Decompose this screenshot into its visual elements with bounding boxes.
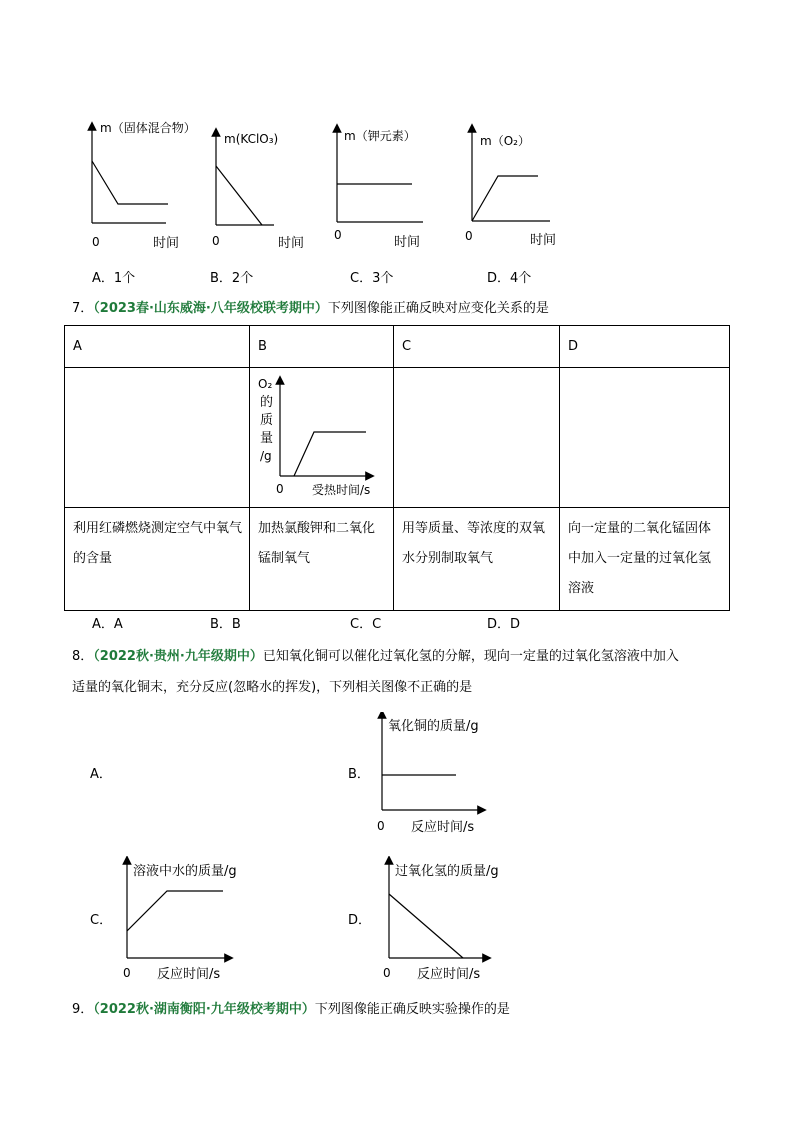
q6-option-a: A．1个 [92, 271, 136, 286]
q6-graphs [78, 118, 578, 253]
q7-b-ylabel-4: 量 [260, 431, 274, 446]
q8-source: （2022秋·贵州·九年级期中） [93, 649, 263, 664]
q8-graph-d-xlabel: 反应时间/s [417, 967, 481, 981]
q6-graph-1-ylabel: m（固体混合物） [100, 121, 196, 135]
q7-b-ylabel-5: /g [260, 449, 272, 463]
q8-option-a: A． [90, 767, 112, 782]
q6-graph-4-xlabel: 时间 [530, 233, 557, 248]
q6-graph-2-xlabel: 时间 [278, 236, 305, 251]
q7-table [64, 325, 730, 611]
q7-desc-d: 向一定量的二氧化锰固体中加入一定量的过氧化氢溶液 [560, 508, 730, 611]
q6-graph-1-origin: 0 [92, 235, 100, 249]
q7-header-a: A [65, 326, 250, 368]
q6-graph-1-line [92, 161, 168, 204]
q6-graph-4-origin: 0 [465, 229, 473, 243]
q6-graph-4-ylabel: m（O₂） [480, 134, 530, 148]
q6-graph-2 [212, 132, 304, 251]
q6-graph-3-ylabel: m（钾元素） [344, 129, 416, 143]
q8-graph-c [115, 856, 265, 981]
q8-graph-c-xlabel: 反应时间/s [157, 967, 221, 981]
q7-desc-c: 用等质量、等浓度的双氧水分别制取氧气 [394, 508, 560, 611]
q8-option-c: C． [90, 913, 113, 928]
q7-option-c: C．C [350, 617, 382, 632]
q8-stem-line-1 [72, 648, 679, 666]
q7-stem-text: 下列图像能正确反映对应变化关系的是 [327, 301, 549, 316]
q6-option-d: D．4个 [487, 271, 532, 286]
q9-stem [72, 1001, 510, 1019]
q7-header-d: D [560, 326, 730, 368]
q7-b-ylabel-2: 的 [260, 395, 274, 410]
q7-source: （2023春·山东威海·八年级校联考期中） [93, 301, 328, 316]
q8-graph-c-origin: 0 [123, 966, 131, 980]
q8-graph-b-origin: 0 [377, 819, 385, 833]
q8-graph-b-xlabel: 反应时间/s [411, 820, 475, 835]
q8-graph-d [377, 856, 527, 981]
q7-b-xlabel: 受热时间/s [312, 483, 371, 497]
q8-graph-d-origin: 0 [383, 966, 391, 980]
q7-b-origin: 0 [276, 482, 284, 496]
q6-graph-1 [92, 120, 196, 251]
q6-graph-2-origin: 0 [212, 234, 220, 248]
q7-header-b: B [250, 326, 394, 368]
q7-number: 7． [72, 301, 94, 316]
q6-graph-4-line [472, 176, 538, 221]
q6-graph-3 [334, 128, 423, 250]
q6-graph-2-line [216, 166, 262, 225]
q8-graph-d-line [389, 894, 463, 958]
q6-graph-3-xlabel: 时间 [394, 235, 421, 250]
q8-graph-b-ylabel: 氧化铜的质量/g [388, 719, 479, 734]
q7-b-line [294, 432, 366, 476]
q9-stem-text: 下列图像能正确反映实验操作的是 [314, 1002, 510, 1017]
q8-graph-c-line [127, 891, 223, 931]
q8-option-d: D． [348, 913, 372, 928]
q6-graph-4 [465, 128, 556, 248]
q7-option-a: A．A [92, 617, 123, 632]
q8-stem-text-1: 已知氧化铜可以催化过氧化氢的分解，现向一定量的过氧化氢溶液中加入 [262, 649, 679, 664]
q7-desc-b: 加热氯酸钾和二氧化锰制氧气 [250, 508, 394, 611]
q7-graph-cell-b [250, 368, 394, 508]
q7-b-graph [250, 368, 393, 503]
q8-stem-line-2: 适量的氧化铜末，充分反应(忽略水的挥发)，下列相关图像不正确的是 [72, 680, 473, 695]
q6-graph-2-ylabel: m(KClO₃) [224, 132, 279, 146]
q7-graph-cell-d [560, 368, 730, 508]
q7-desc-a: 利用红磷燃烧测定空气中氧气的含量 [65, 508, 250, 611]
q7-header-c: C [394, 326, 560, 368]
q6-graph-3-origin: 0 [334, 228, 342, 242]
q7-stem [72, 300, 549, 318]
q7-b-ylabel-3: 质 [260, 413, 274, 428]
q9-number: 9． [72, 1002, 94, 1017]
q7-b-ylabel-1: O₂ [258, 377, 273, 391]
q7-option-b: B．B [210, 617, 241, 632]
q7-graph-cell-a [65, 368, 250, 508]
q6-option-b: B．2个 [210, 271, 254, 286]
q7-graph-cell-c [394, 368, 560, 508]
q8-option-b: B． [348, 767, 370, 782]
q8-number: 8． [72, 649, 94, 664]
q8-graph-d-ylabel: 过氧化氢的质量/g [395, 864, 499, 879]
q6-option-c: C．3个 [350, 271, 394, 286]
q9-source: （2022秋·湖南衡阳·九年级校考期中） [93, 1002, 315, 1017]
q8-graph-c-ylabel: 溶液中水的质量/g [133, 864, 237, 879]
q8-graph-b [370, 712, 510, 837]
q7-option-d: D．D [487, 617, 521, 632]
q6-graph-1-xlabel: 时间 [153, 236, 180, 251]
